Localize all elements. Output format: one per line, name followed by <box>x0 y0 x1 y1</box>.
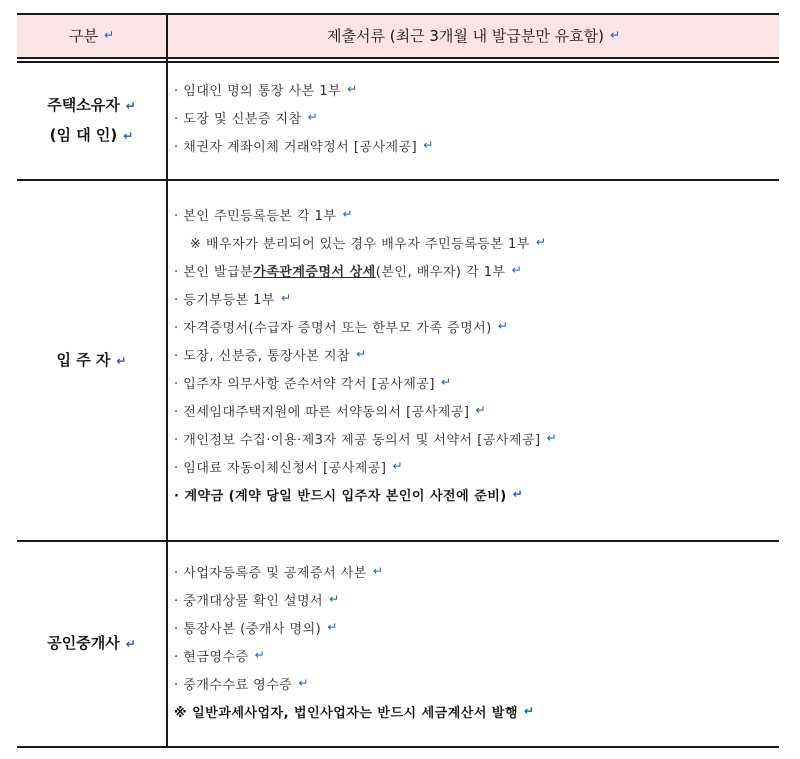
section-label-line <box>47 629 136 659</box>
return-mark: ↵ <box>512 487 524 501</box>
section-items-landlord <box>174 75 434 159</box>
document-item <box>174 340 557 368</box>
document-item <box>174 480 557 508</box>
return-mark: ↵ <box>103 28 115 42</box>
return-mark: ↵ <box>116 353 127 368</box>
return-mark: ↵ <box>327 620 338 634</box>
table-bottom-border <box>17 746 779 748</box>
header-documents-label: 제출서류 (최근 3개월 내 발급분만 유효함) <box>327 26 604 45</box>
document-item <box>174 200 557 228</box>
return-mark: ↵ <box>535 235 547 249</box>
document-table <box>17 13 779 748</box>
return-mark: ↵ <box>524 704 535 718</box>
document-item-text: · 본인 주민등록등본 각 1부 <box>174 208 337 224</box>
document-item <box>174 312 557 340</box>
document-item <box>174 613 535 641</box>
return-mark: ↵ <box>372 564 384 578</box>
section-label-line <box>57 346 127 376</box>
document-item <box>174 697 535 725</box>
return-mark: ↵ <box>307 110 319 124</box>
document-item <box>174 452 557 480</box>
section-label-text: 주택소유자 <box>47 96 120 114</box>
document-item-text: · 계약금 (계약 당일 반드시 입주자 본인이 사전에 준비) <box>174 488 507 504</box>
document-item-text: · 중개대상물 확인 설명서 <box>174 593 324 609</box>
document-item-text: · 전세임대주택지원에 따른 서약동의서 [공사제공] <box>174 404 470 420</box>
return-mark: ↵ <box>298 676 309 690</box>
document-item <box>174 284 557 312</box>
section-items-broker <box>174 557 535 725</box>
return-mark: ↵ <box>546 431 558 445</box>
return-mark: ↵ <box>392 459 404 473</box>
document-item-text: · 자격증명서(수급자 증명서 또는 한부모 가족 증명서) <box>174 320 492 336</box>
document-item-text: · 도장 및 신분증 지참 <box>174 111 302 127</box>
table-top-border <box>17 13 779 15</box>
document-item-text: · 도장, 신분증, 통장사본 지참 <box>174 348 351 364</box>
section-label-tenant <box>17 181 166 540</box>
document-item-text: · 입주자 의무사항 준수서약 각서 [공사제공] <box>174 376 435 392</box>
document-item <box>174 103 434 131</box>
document-item-text: · 채권자 계좌이체 거래약정서 [공사제공] <box>174 139 418 155</box>
section-label-broker <box>17 542 166 746</box>
section-label-text: 입 주 자 <box>56 350 111 369</box>
return-mark: ↵ <box>423 138 434 152</box>
section-items-tenant <box>174 200 557 508</box>
return-mark: ↵ <box>347 82 358 96</box>
section-label-text: (임 대 인) <box>49 126 118 144</box>
header-documents <box>168 13 779 57</box>
document-item-text: (본인, 배우자) 각 1부 <box>375 264 506 280</box>
document-item <box>174 75 434 103</box>
document-item-emphasis: 가족관계증명서 상세 <box>253 264 376 280</box>
column-divider <box>166 13 168 748</box>
document-item <box>174 131 434 159</box>
header-category <box>17 13 166 57</box>
document-item <box>174 557 535 585</box>
document-item-text: · 등기부등본 1부 <box>174 292 276 308</box>
document-item <box>174 424 557 452</box>
document-item-text: · 임대인 명의 통장 사본 1부 <box>174 83 342 99</box>
document-item-text: · 현금영수증 <box>174 649 249 665</box>
section-label-text: 공인중개사 <box>47 634 120 652</box>
document-item <box>174 228 557 256</box>
document-item-text: ※ 일반과세사업자, 법인사업자는 반드시 세금계산서 발행 <box>174 705 519 721</box>
header-border <box>17 57 779 59</box>
document-item <box>174 585 535 613</box>
return-mark: ↵ <box>342 207 354 221</box>
section-label-line <box>47 91 136 121</box>
document-item-text: · 통장사본 (중개사 명의) <box>174 621 322 637</box>
section-label-line <box>50 121 134 151</box>
header-category-label: 구분 <box>68 26 98 45</box>
document-item <box>174 396 557 424</box>
document-item <box>174 368 557 396</box>
return-mark: ↵ <box>356 347 367 361</box>
document-item <box>174 669 535 697</box>
return-mark: ↵ <box>254 648 266 662</box>
return-mark: ↵ <box>511 263 523 277</box>
document-item-text: ※ 배우자가 분리되어 있는 경우 배우자 주민등록등본 1부 <box>190 236 530 252</box>
return-mark: ↵ <box>497 319 509 333</box>
return-mark: ↵ <box>281 291 292 305</box>
section-label-landlord <box>17 63 166 179</box>
return-mark: ↵ <box>609 28 620 42</box>
return-mark: ↵ <box>329 592 340 606</box>
document-item <box>174 641 535 669</box>
return-mark: ↵ <box>125 637 136 651</box>
document-item-text: · 중개수수료 영수증 <box>174 677 293 693</box>
return-mark: ↵ <box>475 403 487 417</box>
document-item-text: · 임대료 자동이체신청서 [공사제공] <box>174 460 387 476</box>
document-item-text: · 개인정보 수집·이용·제3자 제공 동의서 및 서약서 [공사제공] <box>174 432 541 448</box>
document-item-text: · 본인 발급분 <box>174 264 254 280</box>
document-item-text: · 사업자등록증 및 공제증서 사본 <box>174 565 367 581</box>
document-item <box>174 256 557 284</box>
return-mark: ↵ <box>125 99 136 113</box>
return-mark: ↵ <box>440 375 452 389</box>
return-mark: ↵ <box>123 129 134 143</box>
